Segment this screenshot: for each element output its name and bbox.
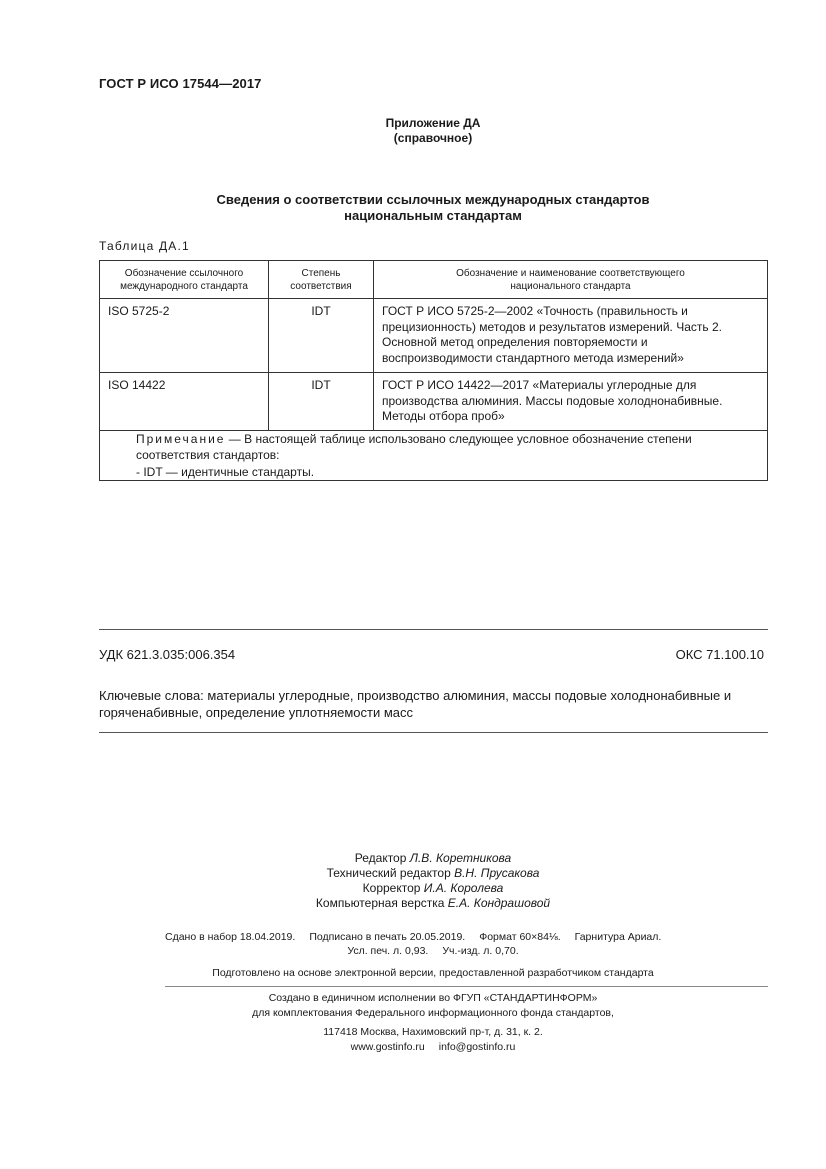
table-note-row bbox=[100, 431, 768, 481]
created-line2: для комплектования Федерального информационного фонда стандартов, bbox=[252, 1007, 614, 1019]
cell-national bbox=[374, 299, 768, 373]
section-title-line1: Сведения о соответствии ссылочных международных стандартов bbox=[216, 192, 650, 207]
signed-date: Подписано в печать 20.05.2019. bbox=[309, 931, 466, 943]
table-header-row bbox=[100, 261, 768, 299]
ref-text: ISO 5725-2 bbox=[108, 304, 170, 318]
print-sheets: Усл. печ. л. 0,93. bbox=[347, 945, 429, 957]
tech-editor-role: Технический редактор bbox=[326, 866, 455, 880]
ref-text: ISO 14422 bbox=[108, 378, 166, 392]
cell-ref bbox=[100, 373, 269, 431]
publication-info bbox=[165, 930, 661, 945]
table-row bbox=[100, 299, 768, 373]
sent-date: Сдано в набор 18.04.2019. bbox=[165, 931, 296, 943]
note-text: — В настоящей таблице использовано следующее условное обозначение степени соответствия стандартов: bbox=[136, 432, 692, 462]
corrector-name: И.А. Королева bbox=[423, 881, 504, 895]
cell-degree bbox=[269, 299, 374, 373]
created-line1: Создано в единичном исполнении во ФГУП «СТАНДАРТИНФОРМ» bbox=[268, 992, 598, 1004]
header-degree-line2: соответствия bbox=[290, 281, 352, 292]
publisher-contacts bbox=[0, 1040, 826, 1055]
table-note bbox=[100, 431, 768, 481]
degree-text: IDT bbox=[311, 304, 331, 318]
pub-sheets: Уч.-изд. л. 0,70. bbox=[442, 945, 519, 957]
header-national-line2: национального стандарта bbox=[510, 281, 631, 292]
annex-title: Приложение ДА bbox=[385, 116, 481, 130]
degree-text: IDT bbox=[311, 378, 331, 392]
national-text: ГОСТ Р ИСО 14422—2017 «Материалы углеродные для производства алюминия. Массы подовые холоднонабивные. Методы отбора проб» bbox=[382, 378, 723, 423]
document-code: ГОСТ Р ИСО 17544—2017 bbox=[99, 76, 262, 91]
publisher-email[interactable]: info@gostinfo.ru bbox=[438, 1041, 516, 1053]
publication-sheets bbox=[0, 945, 826, 957]
typeface: Гарнитура Ариал. bbox=[574, 931, 662, 943]
cell-degree bbox=[269, 373, 374, 431]
prepared-note: Подготовлено на основе электронной версии, предоставленной разработчиком стандарта bbox=[212, 967, 654, 979]
oks-code: ОКС 71.100.10 bbox=[675, 647, 764, 662]
tech-editor-name: В.Н. Прусакова bbox=[454, 866, 540, 880]
annex-subtitle: (справочное) bbox=[393, 131, 473, 145]
credit-layout bbox=[0, 896, 826, 911]
header-national-standard bbox=[374, 261, 768, 299]
annex-heading bbox=[0, 116, 826, 146]
national-text: ГОСТ Р ИСО 5725-2—2002 «Точность (правильность и прецизионность) методов и результатов измерений. Часть 2. Основной метод определения повторяемости и воспроизводимости стандартного метода измерений» bbox=[382, 304, 722, 365]
publisher-info bbox=[0, 991, 826, 1055]
publisher-address: 117418 Москва, Нахимовский пр-т, д. 31, к. 2. bbox=[323, 1026, 543, 1038]
divider-publisher bbox=[165, 986, 768, 987]
header-ref-line2: международного стандарта bbox=[120, 281, 248, 292]
credit-corrector bbox=[0, 881, 826, 896]
cell-national bbox=[374, 373, 768, 431]
header-degree-line1: Степень bbox=[301, 268, 341, 279]
layout-name: Е.А. Кондрашовой bbox=[447, 896, 551, 910]
divider-top bbox=[99, 629, 768, 630]
section-title bbox=[0, 192, 826, 224]
note-item: - IDT — идентичные стандарты. bbox=[136, 465, 315, 479]
header-ref-standard bbox=[100, 261, 269, 299]
editor-role: Редактор bbox=[354, 851, 410, 865]
note-paragraph bbox=[100, 431, 767, 463]
print-format: Формат 60×84⅛. bbox=[479, 931, 561, 943]
standards-table bbox=[99, 260, 768, 481]
table-row bbox=[100, 373, 768, 431]
section-title-line2: национальным стандартам bbox=[344, 208, 522, 223]
corrector-role: Корректор bbox=[362, 881, 424, 895]
note-heading: Примечание bbox=[136, 432, 226, 446]
editor-name: Л.В. Коретникова bbox=[409, 851, 512, 865]
layout-role: Компьютерная верстка bbox=[315, 896, 448, 910]
credits bbox=[0, 851, 826, 911]
table-label: Таблица ДА.1 bbox=[99, 239, 190, 253]
header-ref-line1: Обозначение ссылочного bbox=[124, 268, 244, 279]
header-degree bbox=[269, 261, 374, 299]
credit-editor bbox=[0, 851, 826, 866]
divider-bottom bbox=[99, 732, 768, 733]
cell-ref bbox=[100, 299, 269, 373]
keywords: Ключевые слова: материалы углеродные, производство алюминия, массы подовые холоднонабивные и горяченабивные, определение уплотняемости масс bbox=[99, 688, 732, 720]
publisher-website[interactable]: www.gostinfo.ru bbox=[350, 1041, 425, 1053]
udk-code: УДК 621.3.035:006.354 bbox=[99, 647, 236, 662]
header-national-line1: Обозначение и наименование соответствующего bbox=[456, 268, 685, 279]
credit-tech-editor bbox=[0, 866, 826, 881]
